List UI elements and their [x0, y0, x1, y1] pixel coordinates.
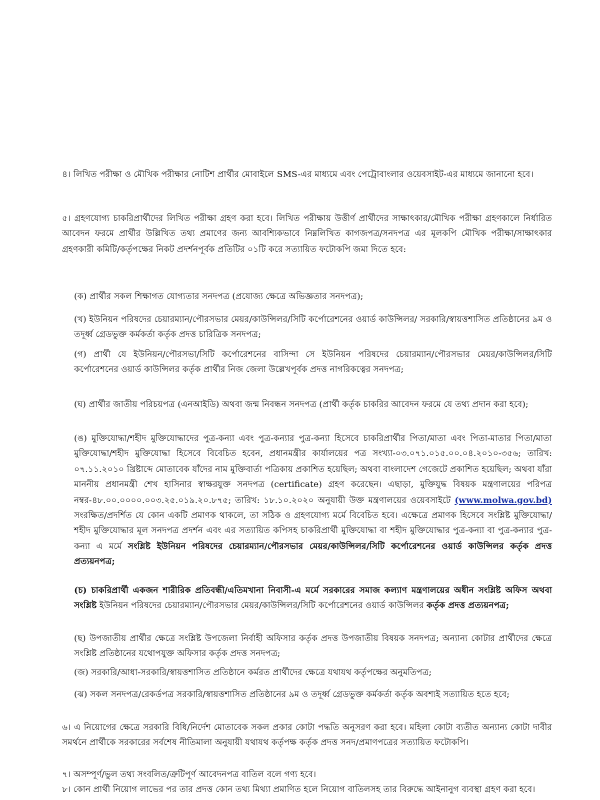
paragraph-8: ৮। কোন প্রার্থী নিয়োগ লাভের পর তার প্রদত্ত কোন তথ্য মিথ্যা প্রমাণিত হলে নিয়োগ বাতিলসহ তার বিরুদ্ধে আইনানুগ ব্যবস্থা গ্রহণ করা হবে।: [62, 785, 536, 795]
item-kha: (খ) ইউনিয়ন পরিষদের চেয়ারম্যান/পৌরসভার মেয়র/কাউন্সিলর/সিটি কর্পোরেশনের ওয়ার্ড কাউন্সিলর/ সরকারি/স্বায়ত্তশাসিত প্রতিষ্ঠানের ৯ম ও তদূর্ধ্ব গ্রেডভুক্ত কর্মকর্তা কর্তৃক প্রদত্ত চারিত্রিক সনদপত্র;: [74, 315, 552, 341]
item-uma-text-1: (ঙ) মুক্তিযোদ্ধা/শহীদ মুক্তিযোদ্ধাদের পুত্র-কন্যা এবং পুত্র-কন্যার পুত্র-কন্যা হিসেবে চাকরিপ্রার্থীর পিতা/মাতা এবং পিতা-মাতার পিতা/মাতা মুক্তিযোদ্ধা/শহীদ মুক্তিযোদ্ধা হিসেবে বিবেচিত হবেন, প্রধানমন্ত্রীর কার্যালয়ের পত্র সংখ্যা-০৩.০৭১.০১৫.০০.০৪.২০১০-৩৫৬; তারিখ: ০৭.১১.২০১০ খ্রিষ্টাব্দে মোতাবেক যাঁদের নাম মুক্তিবার্তা পত্রিকায় প্রকাশিত হয়েছিল; অথবা বাংলাদেশ গেজেটে প্রকাশিত হয়েছিল; অথবা যাঁরা মাননীয় প্রধানমন্ত্রী শেখ হাসিনার স্বাক্ষরযুক্ত সনদপত্র (certificate) গ্রহণ করেছেন। এছাড়া, মুক্তিযুদ্ধ বিষয়ক মন্ত্রণালয়ের পরিপত্র নম্বর-৪৮.০০.০০০০.০০৩.২৫.০১৯.২০.৮৭৫; তারিখ: ১৮.১০.২০২০ অনুযায়ী উক্ত মন্ত্রণালয়ের ওয়েবসাইটে: [74, 434, 552, 506]
paragraph-4: ৪। লিখিত পরীক্ষা ও মৌখিক পরীক্ষার নোটিশ প্রার্থীর মোবাইলে SMS-এর মাধ্যমে এবং পেট্রোবাংলার ওয়েবসাইট-এর মাধ্যমে জানানো হবে।: [62, 170, 534, 180]
paragraph-5: ৫। গ্রহণযোগ্য চাকরিপ্রার্থীদের লিখিত পরীক্ষা গ্রহণ করা হবে। লিখিত পরীক্ষায় উত্তীর্ণ প্রার্থীদের সাক্ষাৎকার/মৌখিক পরীক্ষা গ্রহণকালে নির্ধারিত আবেদন ফরমে প্রার্থীর উল্লিখিত তথ্য প্রমাণের জন্য আবশ্যিকভাবে নিম্নলিখিত কাগজপত্র/সনদপত্র এর মূলকপি মৌখিক পরীক্ষা/সাক্ষাৎকার গ্রহণকারী কমিটি/কর্তৃপক্ষের নিকট প্রদর্শনপূর্বক প্রতিটির ০১টি করে সত্যায়িত ফটোকপি জমা দিতে হবে:: [62, 214, 552, 255]
item-uma-text-2: সংরক্ষিত/প্রদর্শিত যে কোন একটি প্রমাণক থাকলে, তা সঠিক ও গ্রহণযোগ্য মর্মে বিবেচিত হবে। এক্ষেত্রে প্রমাণক হিসেবে সংশ্লিষ্ট মুক্তিযোদ্ধা/শহীদ মুক্তিযোদ্ধার মূল সনদপত্র প্রদর্শন এবং এর সত্যায়িত কপিসহ চাকরিপ্রার্থী মুক্তিযোদ্ধা বা শহীদ মুক্তিযোদ্ধার পুত্র-কন্যা বা পুত্র-কন্যার পুত্র-কন্যা এ মর্মে: [74, 511, 552, 552]
item-ga: (গ) প্রার্থী যে ইউনিয়ন/পৌরসভা/সিটি কর্পোরেশনের বাসিন্দা সে ইউনিয়ন পরিষদের চেয়ারম্যান/পৌরসভার মেয়র/কাউন্সিলর/সিটি কর্পোরেশনের ওয়ার্ড কাউন্সিলর কর্তৃক প্রার্থীর নিজ জেলা উল্লেখপূর্বক প্রদত্ত নাগরিকত্বের সনদপত্র;: [74, 350, 552, 376]
item-uma-bold: সংশ্লিষ্ট ইউনিয়ন পরিষদের চেয়ারম্যান/পৌরসভার মেয়র/কাউন্সিলর/সিটি কর্পোরেশনের ওয়ার্ড কাউন্সিলর কর্তৃক প্রদত্ত প্রত্যয়নপত্র;: [74, 541, 552, 568]
paragraph-7: ৭। অসম্পূর্ণ/ভুল তথ্য সংবলিত/ত্রুটিপূর্ণ আবেদনপত্র বাতিল বলে গণ্য হবে।: [62, 770, 317, 780]
item-cha-end: কর্তৃক প্রদত্ত প্রত্যয়নপত্র;: [426, 601, 510, 612]
item-ja: (জ) সরকারি/আধা-সরকারি/স্বায়ত্তশাসিত প্রতিষ্ঠানে কর্মরত প্রার্থীদের ক্ষেত্রে যথাযথ কর্তৃপক্ষের অনুমতিপত্র;: [74, 668, 432, 678]
item-gha: (ঘ) প্রার্থীর জাতীয় পরিচয়পত্র (এনআইডি) অথবা জন্ম নিবন্ধন সনদপত্র (প্রার্থী কর্তৃক চাকরির আবেদন ফরমে যে তথ্য প্রদান করা হবে);: [74, 400, 529, 410]
item-cha-bold: (চ) চাকরিপ্রার্থী একজন শারীরিক প্রতিবন্ধী/এতিমখানা নিবাসী-এ মর্মে সরকারের সমাজ কল্যাণ মন্ত্রণালয়ের অধীন সংশ্লিষ্ট অফিস অথবা সংশ্লিষ্ট: [74, 586, 552, 612]
molwa-website-link[interactable]: (www.molwa.gov.bd): [454, 495, 552, 506]
paragraph-6: ৬। এ নিয়োগের ক্ষেত্রে সরকারি বিধি/নির্দেশ মোতাবেক সকল প্রকার কোটা পদ্ধতি অনুসরণ করা হবে। মহিলা কোটা ব্যতীত অন্যান্য কোটা দাবীর সমর্থনে প্রার্থীকে সরকারের সর্বশেষ নীতিমালা অনুযায়ী যথাযথ কর্তৃপক্ষ কর্তৃক প্রদত্ত সনদ/প্রমাণপত্রের সত্যায়িত ফটোকপি।: [62, 723, 552, 749]
item-chha: (ছ) উপজাতীয় প্রার্থীর ক্ষেত্রে সংশ্লিষ্ট উপজেলা নির্বাহী অফিসার কর্তৃক প্রদত্ত উপজাতীয় বিষয়ক সনদপত্র; অন্যান্য কোটার প্রার্থীদের ক্ষেত্রে সংশ্লিষ্ট প্রতিষ্ঠানের যথোপযুক্ত অফিসার কর্তৃক প্রদত্ত সনদপত্র;: [74, 634, 552, 660]
item-uma: [74, 432, 552, 571]
item-cha-text: ইউনিয়ন পরিষদের চেয়ারম্যান/পৌরসভার মেয়র/কাউন্সিলর/সিটি কর্পোরেশনের ওয়ার্ড কাউন্সিলর: [99, 601, 427, 612]
item-jha: (ঝ) সকল সনদপত্র/রেকর্ডপত্র সরকারি/স্বায়ত্তশাসিত প্রতিষ্ঠানের ৯ম ও তদূর্ধ্ব গ্রেডভুক্ত কর্মকর্তা কর্তৃক অবশ্যই সত্যায়িত হতে হবে;: [74, 690, 510, 700]
item-ka: (ক) প্রার্থীর সকল শিক্ষাগত যোগ্যতার সনদপত্র (প্রযোজ্য ক্ষেত্রে অভিজ্ঞতার সনদপত্র);: [74, 292, 364, 302]
item-cha: [74, 584, 552, 615]
